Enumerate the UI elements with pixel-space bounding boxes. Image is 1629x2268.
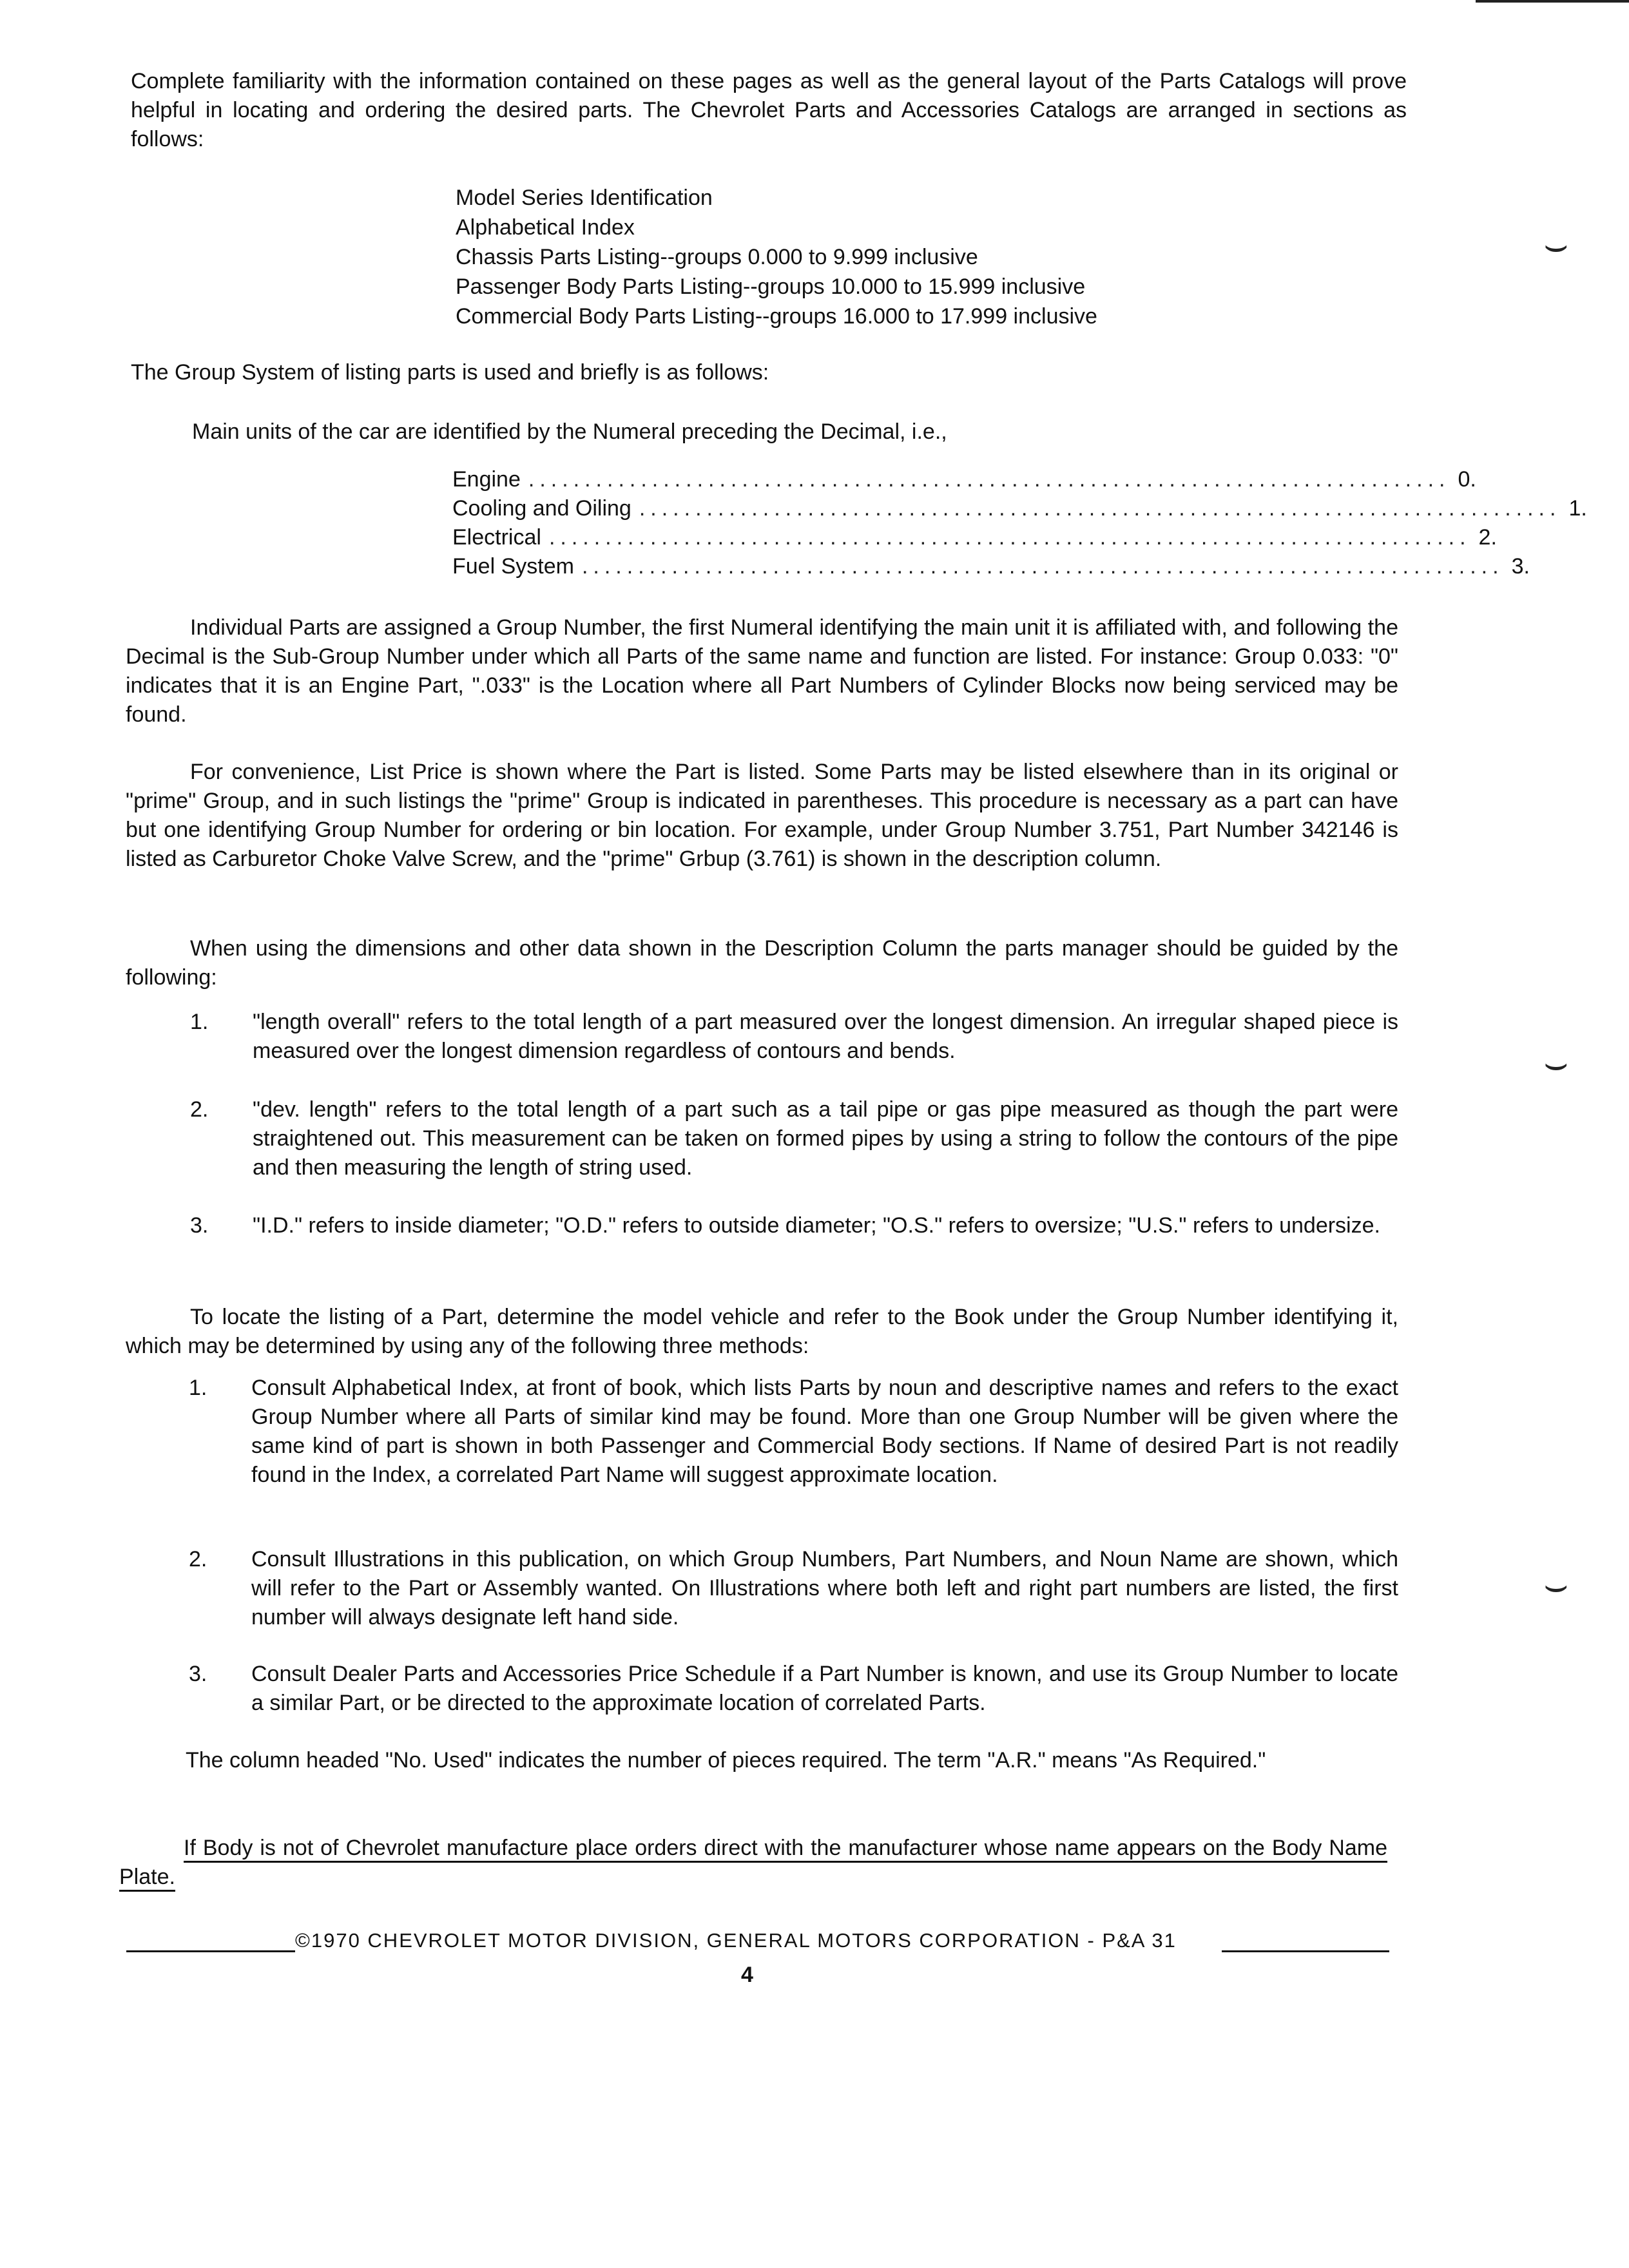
main-units-intro: Main units of the car are identified by the Numeral preceding the Decimal, i.e.,	[192, 419, 947, 444]
section-item: Passenger Body Parts Listing--groups 10.000 to 15.999 inclusive	[456, 274, 1086, 299]
copyright-text: ©1970 CHEVROLET MOTOR DIVISION, GENERAL MOTORS CORPORATION - P&A 31	[295, 1929, 1177, 1952]
convenience-paragraph: For convenience, List Price is shown where the Part is listed. Some Parts may be listed elsewhere than in its original or "prime" Group, and in such listings the "prime" Group is indicated in parentheses. This procedure is necessary as a part can have but one identifying Group Number for ordering or bin location. For example, under Group Number 3.751, Part Number 342146 is listed as Carburetor Choke Valve Screw, and the "prime" Grbup (3.761) is shown in the description column.	[126, 760, 1398, 871]
item-text: "dev. length" refers to the total length of a part such as a tail pipe or gas pipe measured as though the part were straightened out. This measurement can be taken on formed pipes by using a string to follow the contours of the pipe and then measuring the length of string used.	[253, 1097, 1398, 1180]
dimensions-intro-paragraph: When using the dimensions and other data shown in the Description Column the parts manager should be guided by the following:	[126, 936, 1398, 990]
unit-number: 3.	[1511, 554, 1530, 579]
dimension-item	[190, 1008, 1398, 1072]
unit-number: 1.	[1568, 496, 1587, 521]
item-text: Consult Illustrations in this publication, on which Group Numbers, Part Numbers, and Noun Name are shown, which will refer to the Part or Assembly wanted. On Illustrations where both left and right part numbers are listed, the first number will always designate left hand side.	[251, 1547, 1398, 1629]
unit-number: 0.	[1458, 467, 1476, 492]
main-units-table	[452, 465, 1587, 581]
item-number: 3.	[189, 1662, 207, 1686]
item-number: 3.	[190, 1213, 209, 1238]
dot-leader: ..................................................................................	[528, 467, 1451, 492]
dimension-item	[190, 1211, 1398, 1276]
method-item	[189, 1660, 1398, 1724]
section-item: Commercial Body Parts Listing--groups 16.000 to 17.999 inclusive	[456, 304, 1097, 329]
page-number: 4	[741, 1963, 753, 1987]
catalog-sections-list	[456, 183, 1097, 331]
dot-leader: ..................................................................................	[581, 554, 1504, 579]
unit-name: Cooling and Oiling	[452, 496, 631, 521]
item-text: Consult Alphabetical Index, at front of book, which lists Parts by noun and descriptive names and refers to the exact Group Number where all Parts of similar kind may be found. More than one Group Number will be given where the same kind of part is shown in both Passenger and Commercial Body sections. If Name of desired Part is not readily found in the Index, a correlated Part Name will suggest approximate location.	[251, 1376, 1398, 1487]
no-used-paragraph: The column headed "No. Used" indicates the number of pieces required. The term "A.R." means "As Required."	[186, 1748, 1266, 1773]
section-item: Alphabetical Index	[456, 215, 635, 240]
dot-leader: ..................................................................................	[639, 496, 1561, 521]
section-item: Model Series Identification	[456, 186, 713, 210]
unit-row	[452, 523, 1497, 552]
item-text: Consult Dealer Parts and Accessories Price Schedule if a Part Number is known, and use its Group Number to locate a similar Part, or be directed to the approximate location of correlated Parts.	[251, 1662, 1398, 1715]
binder-hole-mark: ⌣	[1543, 223, 1569, 266]
footer-rule-left	[126, 1950, 295, 1952]
body-note-text: If Body is not of Chevrolet manufacture place orders direct with the manufacturer whose name appears on the Body Name Plate.	[119, 1836, 1387, 1892]
item-text: "I.D." refers to inside diameter; "O.D." refers to outside diameter; "O.S." refers to oversize; "U.S." refers to undersize.	[253, 1213, 1380, 1238]
unit-name: Electrical	[452, 525, 541, 550]
item-number: 1.	[189, 1376, 207, 1400]
unit-number: 2.	[1478, 525, 1497, 550]
dimension-item	[190, 1095, 1398, 1186]
item-number: 2.	[190, 1097, 209, 1122]
binder-hole-mark: ⌣	[1543, 1563, 1569, 1606]
binder-hole-mark: ⌣	[1543, 1041, 1569, 1084]
group-system-paragraph: The Group System of listing parts is used and briefly is as follows:	[131, 360, 769, 385]
intro-paragraph: Complete familiarity with the information contained on these pages as well as the general layout of the Parts Catalogs will prove helpful in locating and ordering the desired parts. The Chevrolet Parts and Accessories Catalogs are arranged in sections as follows:	[131, 69, 1407, 151]
dot-leader: ..................................................................................	[548, 525, 1471, 550]
unit-row	[452, 465, 1476, 494]
body-note-paragraph	[119, 1834, 1387, 1892]
footer-rule-right	[1222, 1950, 1389, 1952]
unit-row	[452, 552, 1530, 581]
copyright-footer	[126, 1929, 1389, 1961]
item-number: 2.	[189, 1547, 207, 1571]
item-number: 1.	[190, 1010, 209, 1034]
unit-name: Fuel System	[452, 554, 574, 579]
method-item	[189, 1374, 1398, 1522]
unit-row	[452, 494, 1587, 523]
item-text: "length overall" refers to the total length of a part measured over the longest dimension. An irregular shaped piece is measured over the longest dimension regardless of contours and bends.	[253, 1010, 1398, 1063]
unit-name: Engine	[452, 467, 521, 492]
locate-intro-paragraph: To locate the listing of a Part, determine the model vehicle and refer to the Book under the Group Number identifying it, which may be determined by using any of the following three methods:	[126, 1305, 1398, 1358]
method-item	[189, 1545, 1398, 1635]
scan-edge-line	[1476, 0, 1629, 3]
section-item: Chassis Parts Listing--groups 0.000 to 9.999 inclusive	[456, 245, 978, 269]
individual-parts-paragraph: Individual Parts are assigned a Group Number, the first Numeral identifying the main unit it is affiliated with, and following the Decimal is the Sub-Group Number under which all Parts of the same name and function are listed. For instance: Group 0.033: "0" indicates that it is an Engine Part, ".033" is the Location where all Part Numbers of Cylinder Blocks now being serviced may be found.	[126, 615, 1398, 727]
